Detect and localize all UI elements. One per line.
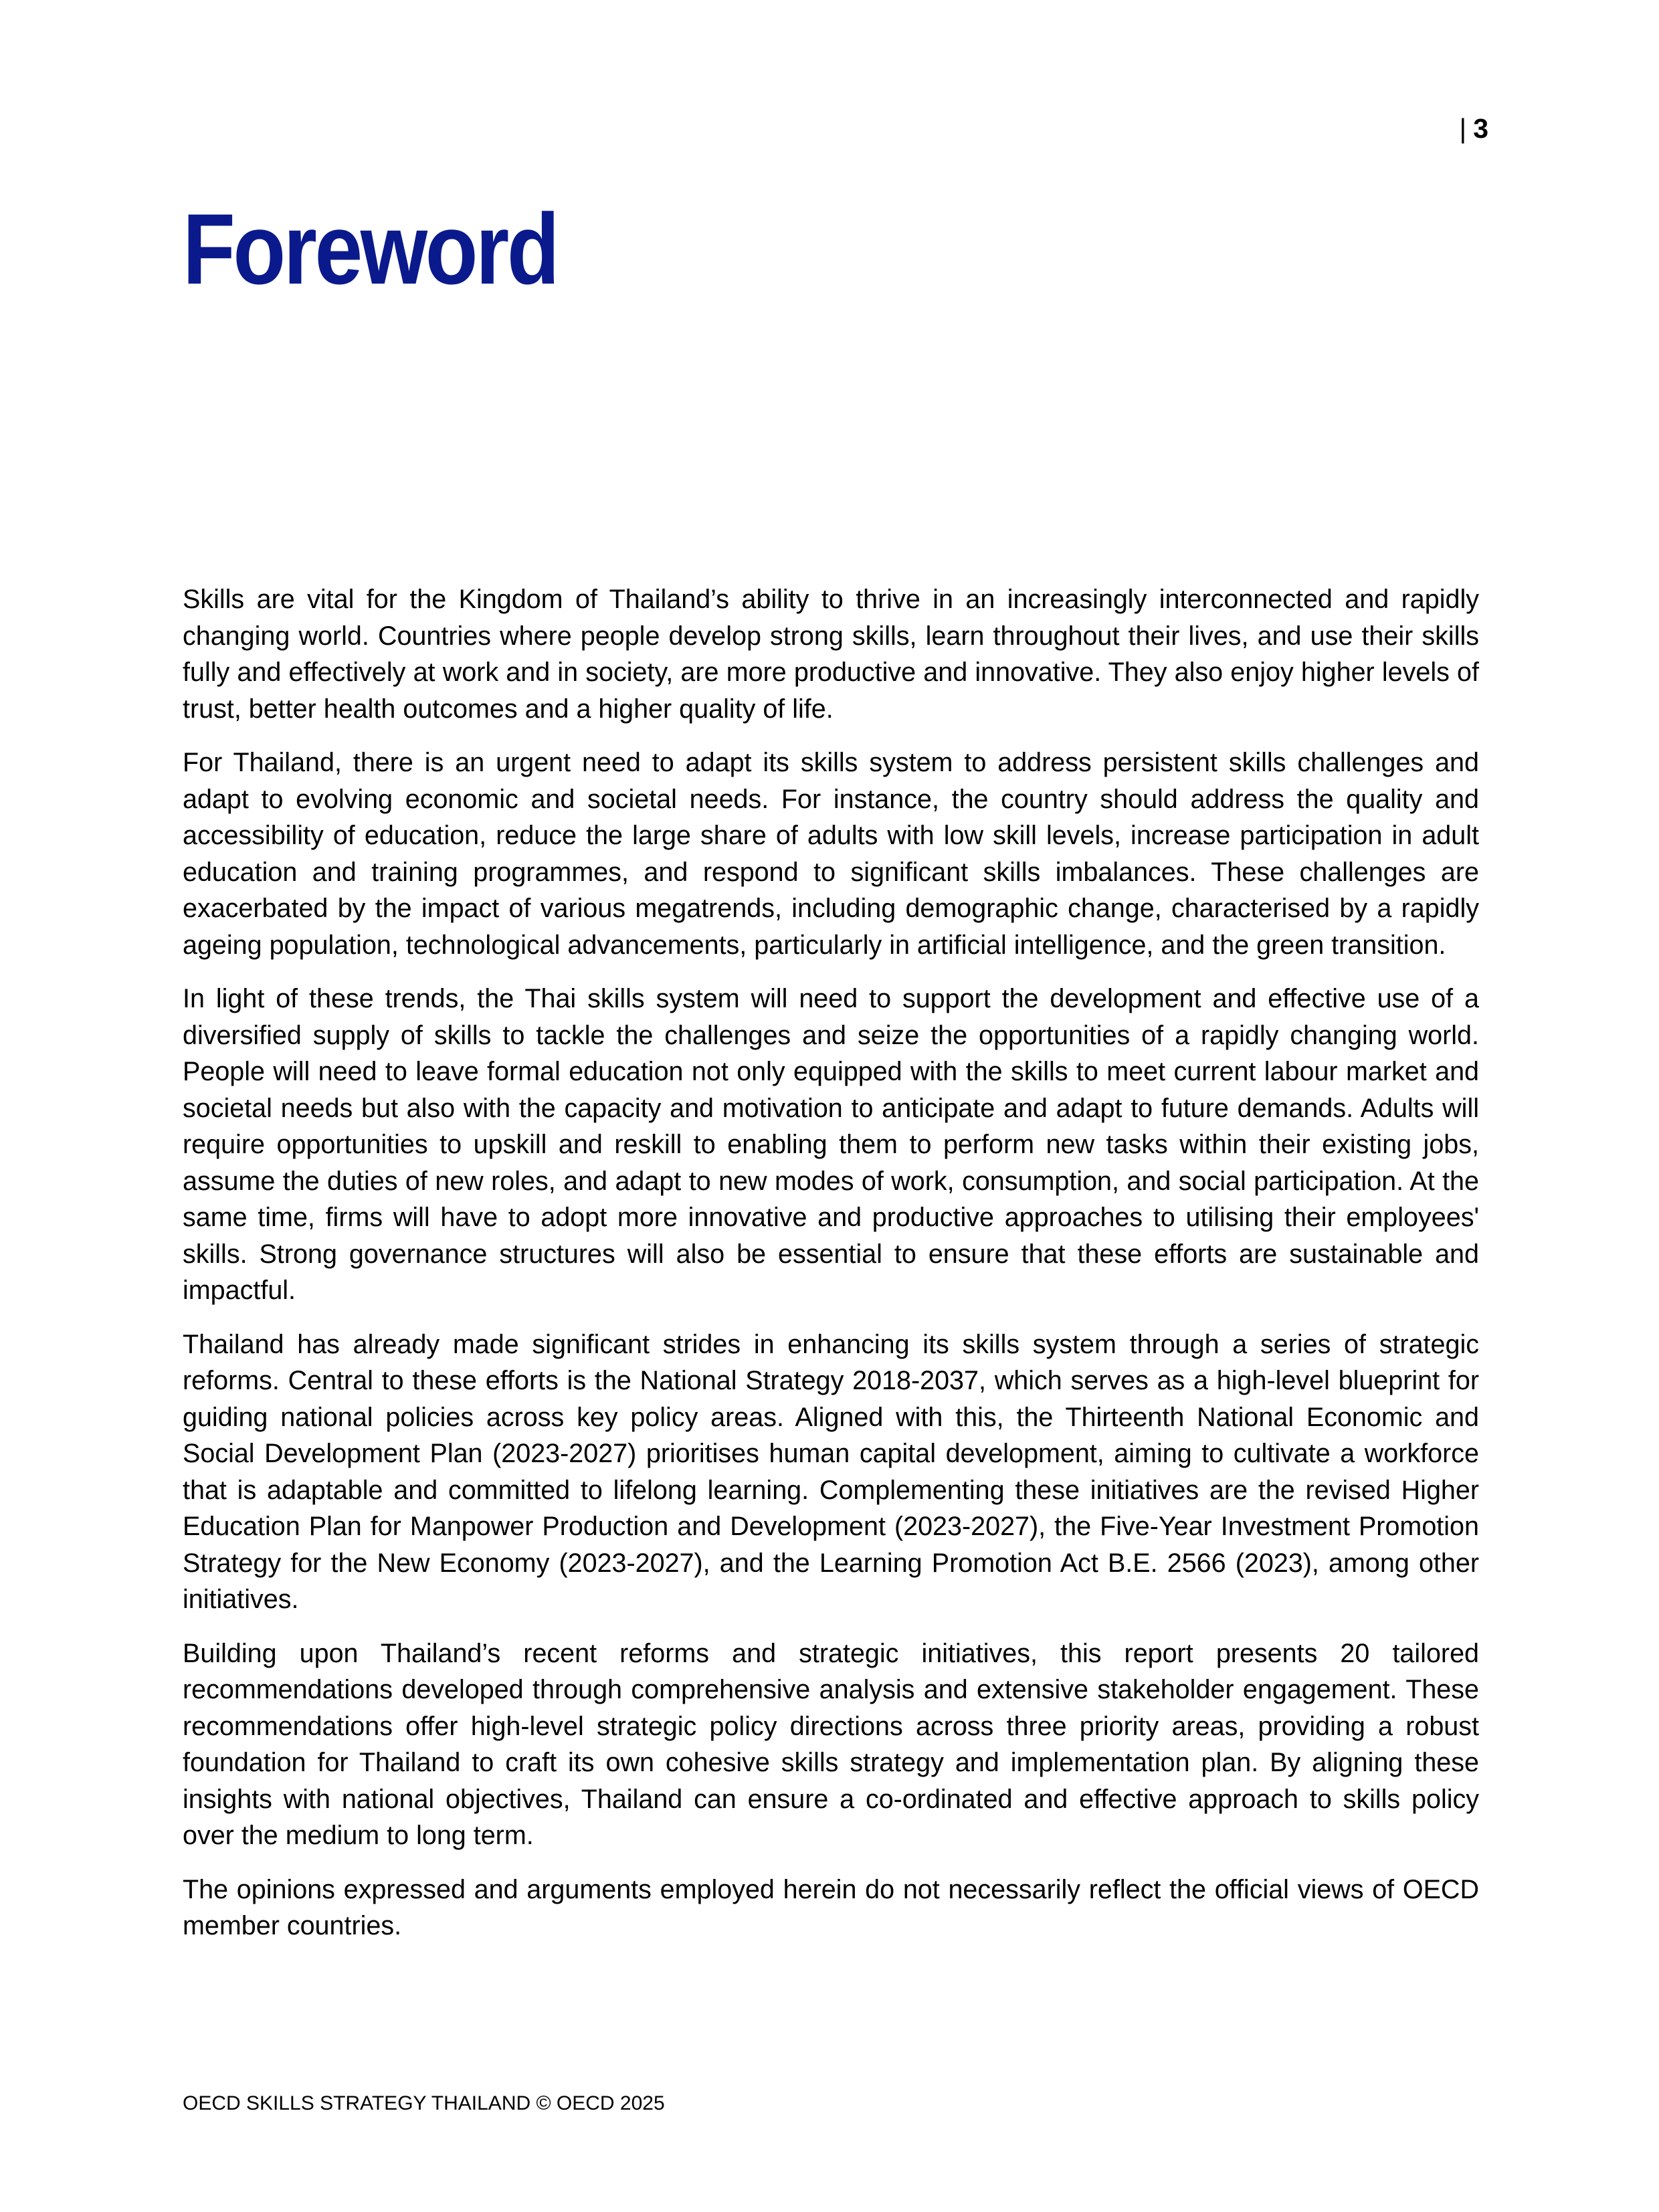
paragraph: Building upon Thailand’s recent reforms and strategic initiatives, this report presents 20 tailored recommendations developed through comprehensive analysis and extensive stakeholder engagement. These recommendations offer high-level strategic policy directions across three priority areas, providing a robust foundation for Thailand to craft its own cohesive skills strategy and implementation plan. By aligning these insights with national objectives, Thailand can ensure a co-ordinated and effective approach to skills policy over the medium to long term. [183, 1638, 1479, 1850]
paragraph: In light of these trends, the Thai skills system will need to support the development and effective use of a diversified supply of skills to tackle the challenges and seize the opportunities of a rapidly changing world. People will need to leave formal education not only equipped with the skills to meet current labour market and societal needs but also with the capacity and motivation to anticipate and adapt to future demands. Adults will require opportunities to upskill and reskill to enabling them to perform new tasks within their existing jobs, assume the duties of new roles, and adapt to new modes of work, consumption, and social participation. At the same time, firms will have to adopt more innovative and productive approaches to utilising their employees' skills. Strong governance structures will also be essential to ensure that these efforts are sustainable and impactful. [183, 984, 1479, 1305]
page-title: Foreword [183, 193, 558, 305]
page-number [1460, 110, 1488, 147]
page-number-separator: | [1459, 113, 1467, 144]
page-number-value: 3 [1473, 113, 1488, 144]
paragraph: For Thailand, there is an urgent need to adapt its skills system to address persistent skills challenges and adapt to evolving economic and societal needs. For instance, the country should address the quality and accessibility of education, reduce the large share of adults with low skill levels, increase participation in adult education and training programmes, and respond to significant skills imbalances. These challenges are exacerbated by the impact of various megatrends, including demographic change, characterised by a rapidly ageing population, technological advancements, particularly in artificial intelligence, and the green transition. [183, 748, 1479, 960]
paragraph: Skills are vital for the Kingdom of Thailand’s ability to thrive in an increasingly interconnected and rapidly changing world. Countries where people develop strong skills, learn throughout their lives, and use their skills fully and effectively at work and in society, are more productive and innovative. They also enjoy higher levels of trust, better health outcomes and a higher quality of life. [183, 585, 1479, 724]
paragraph: Thailand has already made significant strides in enhancing its skills system through a series of strategic reforms. Central to these efforts is the National Strategy 2018-2037, which serves as a high-level blueprint for guiding national policies across key policy areas. Aligned with this, the Thirteenth National Economic and Social Development Plan (2023-2027) prioritises human capital development, aiming to cultivate a workforce that is adaptable and committed to lifelong learning. Complementing these initiatives are the revised Higher Education Plan for Manpower Production and Development (2023-2027), the Five-Year Investment Promotion Strategy for the New Economy (2023-2027), and the Learning Promotion Act B.E. 2566 (2023), among other initiatives. [183, 1329, 1479, 1614]
paragraph: The opinions expressed and arguments employed herein do not necessarily reflect the official views of OECD member countries. [183, 1874, 1479, 1940]
page-footer: OECD SKILLS STRATEGY THAILAND © OECD 2025 [183, 2092, 665, 2114]
foreword-body [183, 581, 1479, 1962]
